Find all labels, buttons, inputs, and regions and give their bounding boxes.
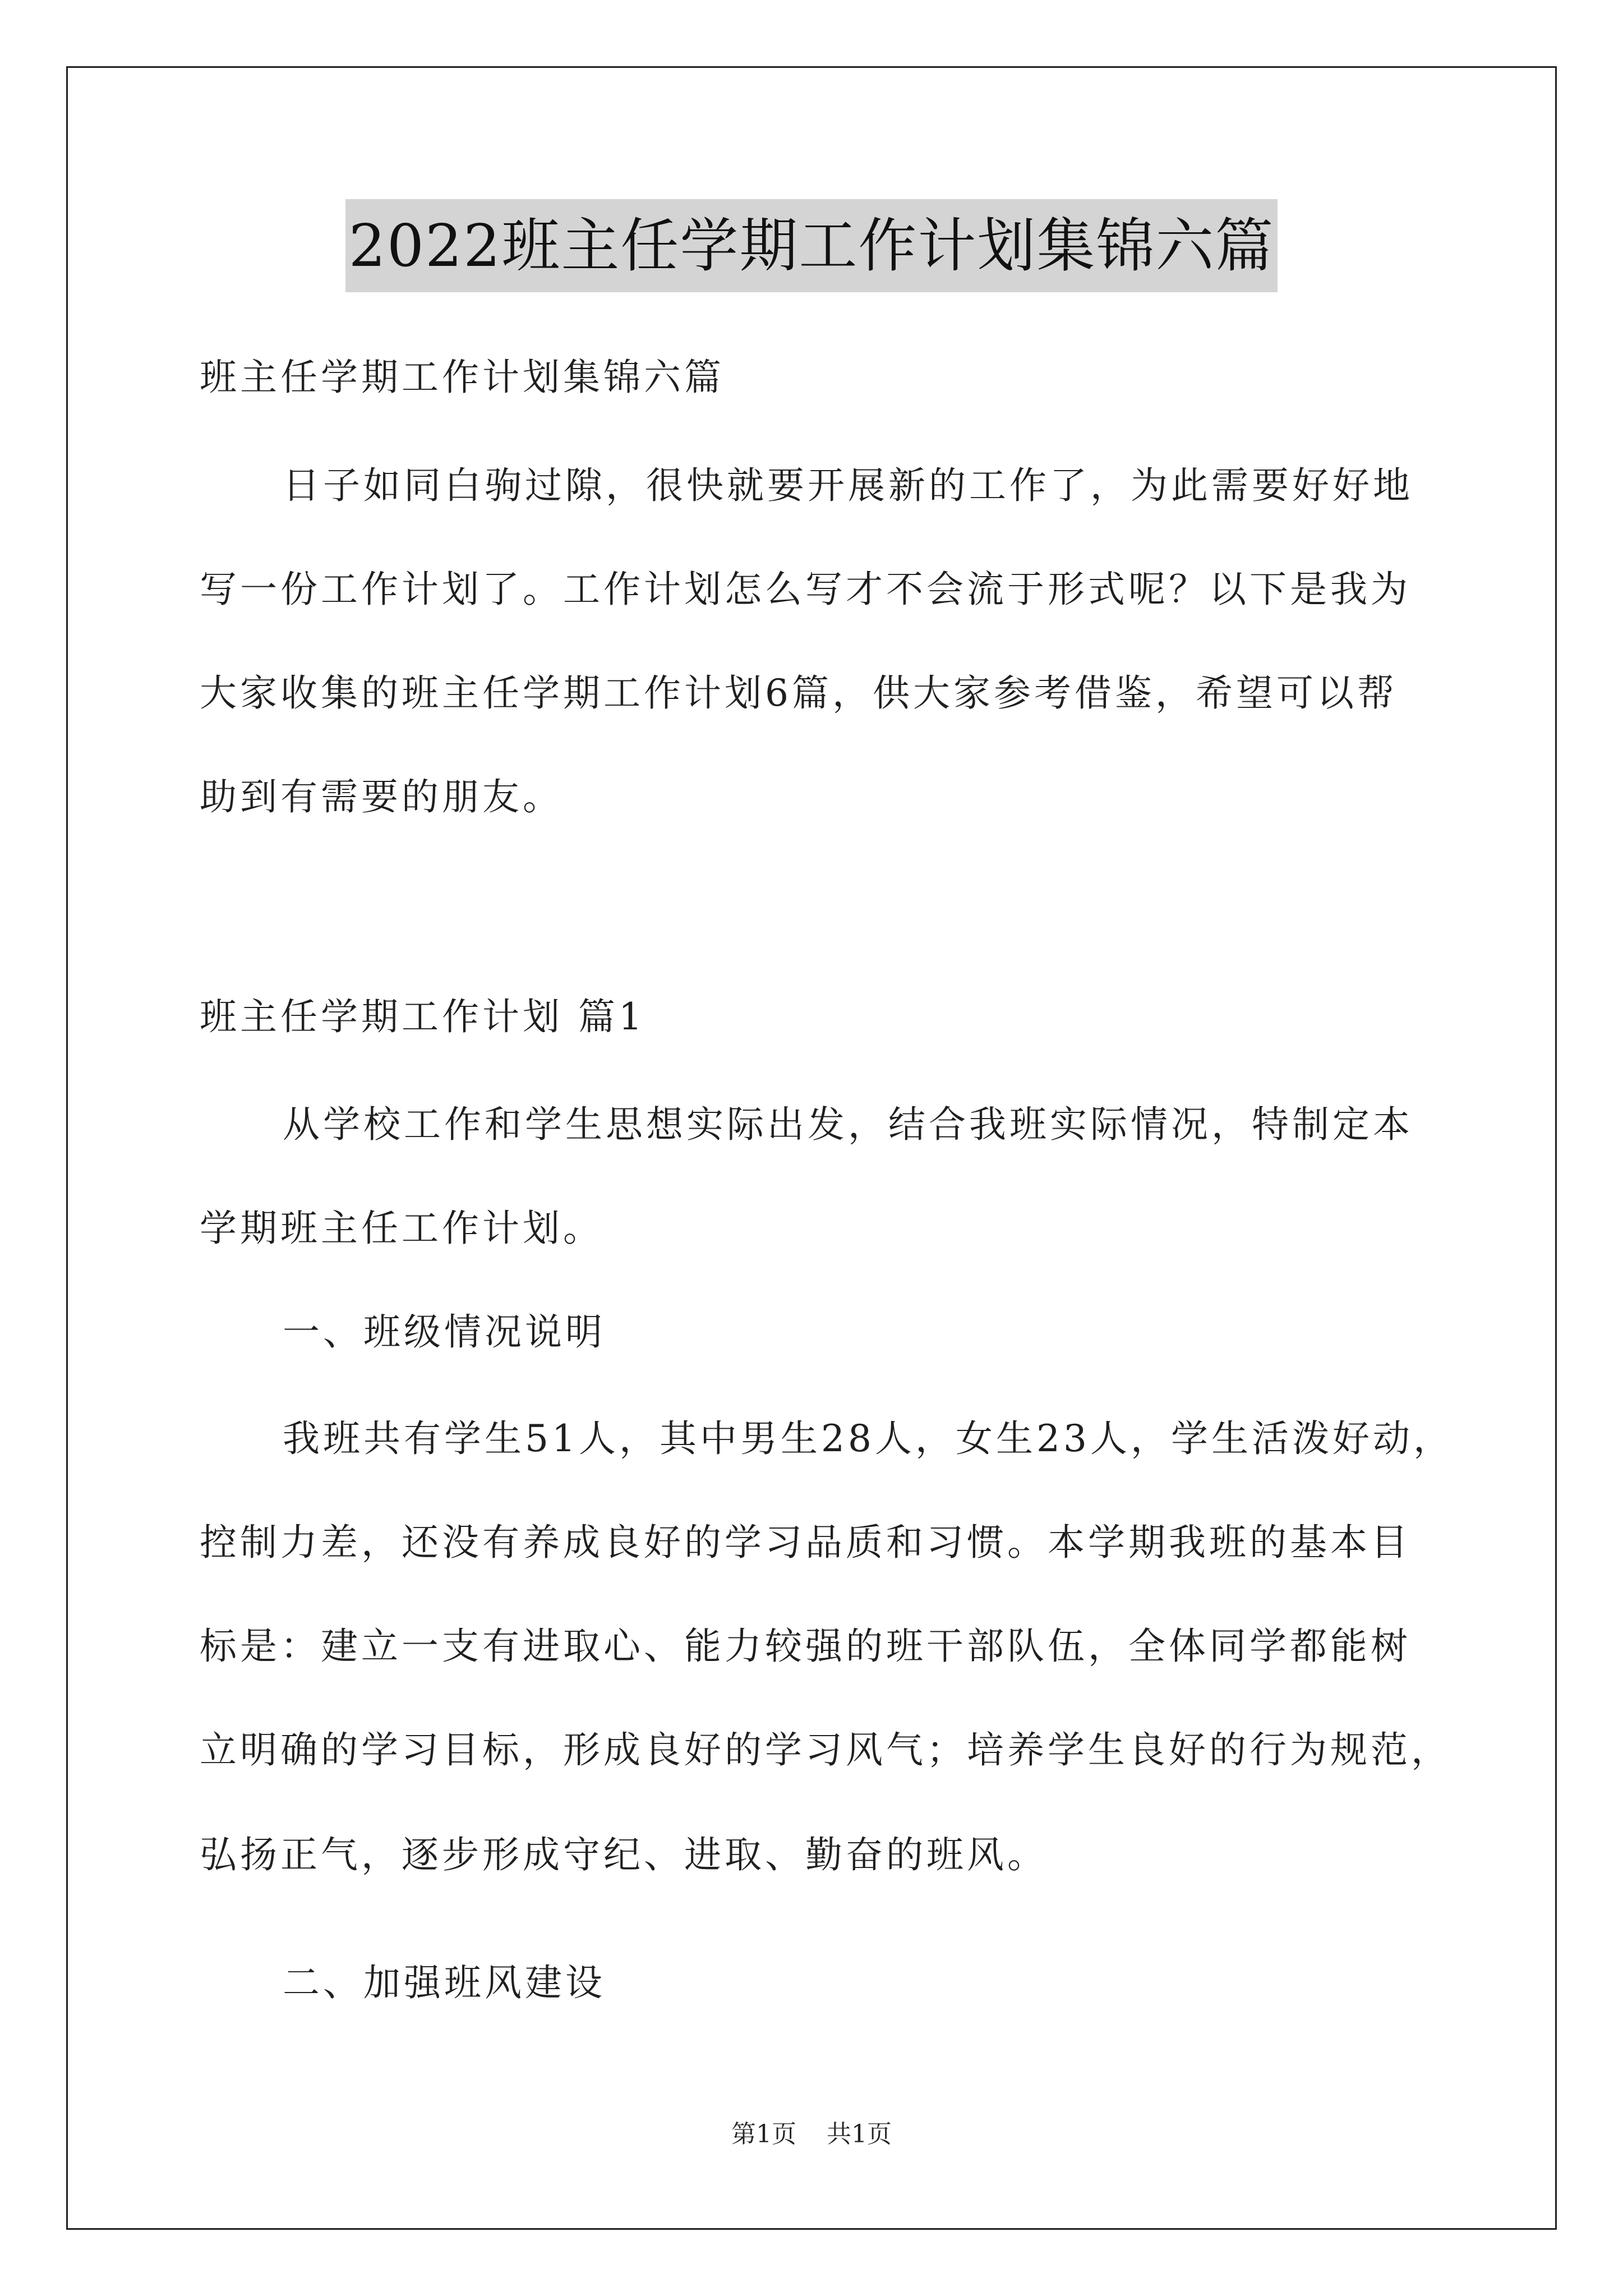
intro-line-1: 日子如同白驹过隙，很快就要开展新的工作了，为此需要好好地 [283,464,1413,507]
intro-line-4: 助到有需要的朋友。 [200,775,563,818]
section-heading: 班主任学期工作计划 篇1 [200,995,645,1038]
class-para-line-2: 控制力差，还没有养成良好的学习品质和习惯。本学期我班的基本目 [200,1521,1411,1564]
class-para-line-3: 标是：建立一支有进取心、能力较强的班干部队伍，全体同学都能树 [200,1625,1411,1668]
document-subtitle: 班主任学期工作计划集锦六篇 [200,356,725,399]
page-total: 共1页 [827,2120,892,2148]
intro-line-3: 大家收集的班主任学期工作计划6篇，供大家参考借鉴，希望可以帮 [200,671,1398,715]
class-para-line-1: 我班共有学生51人，其中男生28人，女生23人，学生活泼好动， [283,1417,1454,1460]
intro-line-2: 写一份工作计划了。工作计划怎么写才不会流于形式呢？以下是我为 [200,568,1411,611]
class-para-line-5: 弘扬正气，逐步形成守纪、进取、勤奋的班风。 [200,1833,1048,1876]
section-para-line-2: 学期班主任工作计划。 [200,1207,603,1250]
title-wrap [0,199,1623,292]
page-footer [0,2118,1623,2151]
page-number: 第1页 [731,2120,796,2148]
heading-one: 一、班级情况说明 [283,1310,606,1354]
class-para-line-4: 立明确的学习目标，形成良好的学习风气；培养学生良好的行为规范， [200,1728,1451,1772]
heading-two: 二、加强班风建设 [283,1961,606,2004]
document-title: 2022班主任学期工作计划集锦六篇 [345,199,1278,292]
section-para-line-1: 从学校工作和学生思想实际出发，结合我班实际情况，特制定本 [283,1103,1413,1146]
